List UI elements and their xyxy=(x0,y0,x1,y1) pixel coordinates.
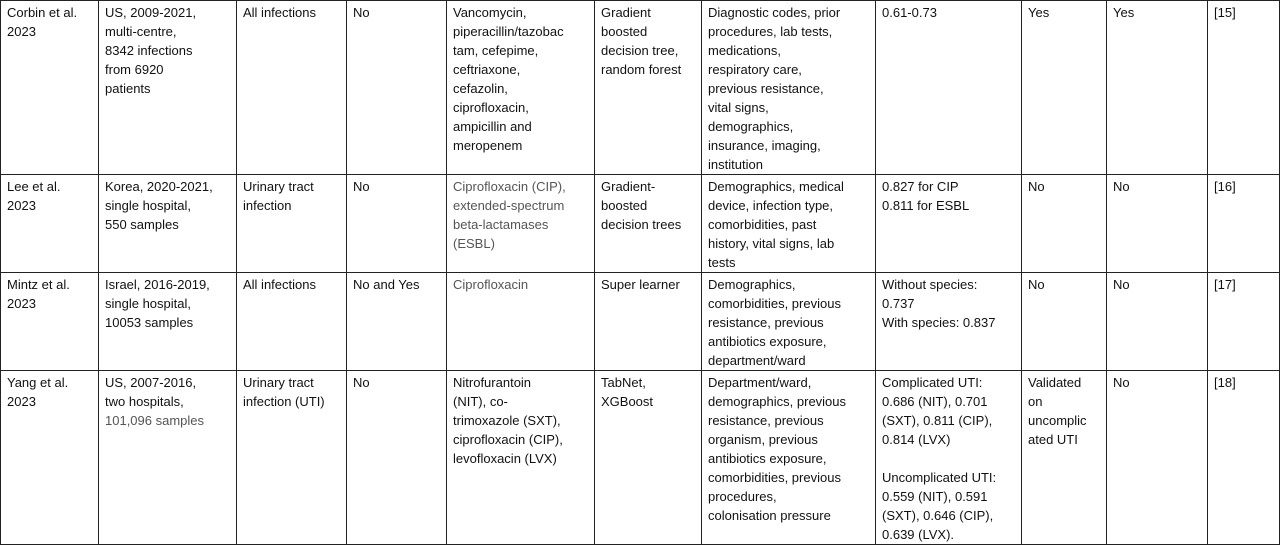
cell-col10 xyxy=(1107,273,1208,371)
cell-text-line: trimoxazole (SXT), xyxy=(453,413,561,428)
cell-text-line: Uncomplicated UTI: xyxy=(882,470,997,485)
cell-text-line: 0.559 (NIT), 0.591 xyxy=(882,489,988,504)
cell-text-line: 0.686 (NIT), 0.701 xyxy=(882,394,988,409)
cell-text-line: Yang et al. xyxy=(7,375,69,390)
cell-text-line: 0.814 (LVX) xyxy=(882,432,951,447)
cell-text-line: decision trees xyxy=(601,217,682,232)
cell-text-line: US, 2007-2016, xyxy=(105,375,197,390)
cell-text-line: vital signs, xyxy=(708,100,769,115)
cell-text-line: With species: 0.837 xyxy=(882,315,996,330)
cell-text-line: procedures, lab tests, xyxy=(708,24,833,39)
cell-text-line: medications, xyxy=(708,43,781,58)
cell-text-line: Demographics, xyxy=(708,277,796,292)
cell-text-line: procedures, xyxy=(708,489,777,504)
cell-infection xyxy=(237,273,347,371)
table-row xyxy=(1,1,1280,175)
table-row xyxy=(1,371,1280,545)
cell-col10 xyxy=(1107,1,1208,175)
cell-setting xyxy=(99,273,237,371)
cell-text-line: from 6920 xyxy=(105,62,164,77)
cell-text-line: beta-lactamases xyxy=(453,217,549,232)
cell-text-line: multi-centre, xyxy=(105,24,177,39)
cell-text-line: Korea, 2020-2021, xyxy=(105,179,213,194)
cell-auc xyxy=(876,1,1022,175)
cell-text-line: 0.827 for CIP xyxy=(882,179,959,194)
cell-text-line: two hospitals, xyxy=(105,394,184,409)
cell-setting xyxy=(99,1,237,175)
cell-text-line: [17] xyxy=(1214,277,1236,292)
cell-text-line: colonisation pressure xyxy=(708,508,831,523)
cell-text-line: No xyxy=(1113,179,1130,194)
cell-text-line: No and Yes xyxy=(353,277,420,292)
cell-text-line: Ciprofloxacin (CIP), xyxy=(453,179,566,194)
cell-text-line: Urinary tract xyxy=(243,179,314,194)
cell-text-line: cefazolin, xyxy=(453,81,508,96)
cell-text-line: department/ward xyxy=(708,353,806,368)
cell-text-line: insurance, imaging, xyxy=(708,138,821,153)
cell-text-line: antibiotics exposure, xyxy=(708,451,827,466)
cell-text-line: Israel, 2016-2019, xyxy=(105,277,210,292)
cell-setting xyxy=(99,175,237,273)
cell-text-line: 2023 xyxy=(7,24,36,39)
cell-col9 xyxy=(1022,371,1107,545)
cell-antibiotics xyxy=(447,371,595,545)
table-row xyxy=(1,273,1280,371)
cell-text-line: Diagnostic codes, prior xyxy=(708,5,841,20)
cell-col10 xyxy=(1107,371,1208,545)
cell-text-line: No xyxy=(1113,375,1130,390)
cell-col9 xyxy=(1022,175,1107,273)
cell-text-line: previous resistance, xyxy=(708,81,824,96)
cell-text-line: respiratory care, xyxy=(708,62,802,77)
cell-features xyxy=(702,175,876,273)
cell-text-line: ceftriaxone, xyxy=(453,62,521,77)
cell-text-line: 10053 samples xyxy=(105,315,194,330)
cell-text-line: Gradient xyxy=(601,5,651,20)
cell-infection xyxy=(237,175,347,273)
cell-species xyxy=(347,371,447,545)
cell-antibiotics xyxy=(447,1,595,175)
cell-model xyxy=(595,273,702,371)
cell-text-line: comorbidities, past xyxy=(708,217,817,232)
cell-text-line: Yes xyxy=(1113,5,1135,20)
cell-col9 xyxy=(1022,273,1107,371)
cell-text-line: ated UTI xyxy=(1028,432,1078,447)
cell-text-line: No xyxy=(353,179,370,194)
cell-text-line: history, vital signs, lab xyxy=(708,236,835,251)
cell-text-line: resistance, previous xyxy=(708,413,824,428)
cell-text-line: Corbin et al. xyxy=(7,5,78,20)
cell-text-line: 0.61-0.73 xyxy=(882,5,937,20)
cell-text-line: (NIT), co- xyxy=(453,394,508,409)
cell-text-line: uncomplic xyxy=(1028,413,1087,428)
cell-text-line: infection (UTI) xyxy=(243,394,325,409)
cell-text-line: institution xyxy=(708,157,763,172)
cell-text-line: No xyxy=(353,375,370,390)
cell-auc xyxy=(876,175,1022,273)
cell-model xyxy=(595,371,702,545)
cell-text-line: single hospital, xyxy=(105,198,191,213)
cell-text-line: random forest xyxy=(601,62,682,77)
cell-ref xyxy=(1208,175,1280,273)
cell-text-line: comorbidities, previous xyxy=(708,296,841,311)
cell-study xyxy=(1,1,99,175)
cell-text-line: 2023 xyxy=(7,198,36,213)
cell-text-line: Super learner xyxy=(601,277,680,292)
cell-ref xyxy=(1208,1,1280,175)
cell-text-line: (ESBL) xyxy=(453,236,495,251)
cell-text-line: ciprofloxacin (CIP), xyxy=(453,432,563,447)
cell-auc xyxy=(876,371,1022,545)
cell-text-line: (SXT), 0.811 (CIP), xyxy=(882,413,993,428)
cell-features xyxy=(702,371,876,545)
cell-text-line: single hospital, xyxy=(105,296,191,311)
cell-text-line: demographics, xyxy=(708,119,794,134)
cell-text-line: patients xyxy=(105,81,151,96)
cell-col10 xyxy=(1107,175,1208,273)
cell-text-line: No xyxy=(353,5,370,20)
cell-text-line: resistance, previous xyxy=(708,315,824,330)
cell-text-line: Validated xyxy=(1028,375,1082,390)
cell-text-line: device, infection type, xyxy=(708,198,834,213)
cell-text-line: Without species: xyxy=(882,277,978,292)
cell-text-line: 0.737 xyxy=(882,296,915,311)
cell-auc xyxy=(876,273,1022,371)
cell-text-line: 0.639 (LVX). xyxy=(882,527,955,542)
cell-text-line: TabNet, xyxy=(601,375,646,390)
cell-text-line: decision tree, xyxy=(601,43,679,58)
cell-setting xyxy=(99,371,237,545)
cell-text-line: All infections xyxy=(243,5,316,20)
cell-antibiotics xyxy=(447,273,595,371)
cell-text-line: No xyxy=(1028,277,1045,292)
cell-infection xyxy=(237,371,347,545)
cell-col9 xyxy=(1022,1,1107,175)
cell-text-line: [16] xyxy=(1214,179,1236,194)
cell-text-line: ampicillin and xyxy=(453,119,532,134)
cell-text-line: Nitrofurantoin xyxy=(453,375,532,390)
table-row xyxy=(1,175,1280,273)
cell-text-line: Lee et al. xyxy=(7,179,61,194)
cell-species xyxy=(347,1,447,175)
cell-ref xyxy=(1208,273,1280,371)
cell-species xyxy=(347,273,447,371)
cell-text-line: US, 2009-2021, xyxy=(105,5,197,20)
cell-ref xyxy=(1208,371,1280,545)
cell-features xyxy=(702,1,876,175)
cell-model xyxy=(595,1,702,175)
cell-text-line: boosted xyxy=(601,24,648,39)
cell-text-line: 2023 xyxy=(7,296,36,311)
cell-text-line: Complicated UTI: xyxy=(882,375,983,390)
cell-text-line: tam, cefepime, xyxy=(453,43,539,58)
cell-text-line: XGBoost xyxy=(601,394,654,409)
cell-antibiotics xyxy=(447,175,595,273)
cell-text-line: levofloxacin (LVX) xyxy=(453,451,557,466)
cell-text-line: comorbidities, previous xyxy=(708,470,841,485)
cell-text-line: extended-spectrum xyxy=(453,198,565,213)
cell-text-line: infection xyxy=(243,198,292,213)
cell-text-line: 101,096 samples xyxy=(105,413,205,428)
cell-text-line: on xyxy=(1028,394,1043,409)
cell-text-line: No xyxy=(1113,277,1130,292)
cell-text-line: Department/ward, xyxy=(708,375,812,390)
cell-text-line: Yes xyxy=(1028,5,1050,20)
cell-text-line: 8342 infections xyxy=(105,43,193,58)
cell-text-line: piperacillin/tazobac xyxy=(453,24,564,39)
cell-text-line: Demographics, medical xyxy=(708,179,844,194)
cell-text-line: Vancomycin, xyxy=(453,5,527,20)
cell-text-line: 550 samples xyxy=(105,217,179,232)
cell-text-line: Gradient- xyxy=(601,179,656,194)
cell-text-line: All infections xyxy=(243,277,316,292)
cell-text-line: 2023 xyxy=(7,394,36,409)
cell-text-line: tests xyxy=(708,255,736,270)
cell-model xyxy=(595,175,702,273)
cell-study xyxy=(1,175,99,273)
blank-line xyxy=(882,449,1015,468)
cell-text-line: No xyxy=(1028,179,1045,194)
cell-text-line: organism, previous xyxy=(708,432,818,447)
cell-text-line: demographics, previous xyxy=(708,394,847,409)
cell-text-line: meropenem xyxy=(453,138,523,153)
cell-text-line: Urinary tract xyxy=(243,375,314,390)
cell-text-line: antibiotics exposure, xyxy=(708,334,827,349)
cell-text-line: Ciprofloxacin xyxy=(453,277,529,292)
cell-species xyxy=(347,175,447,273)
cell-study xyxy=(1,371,99,545)
cell-text-line: Mintz et al. xyxy=(7,277,70,292)
cell-study xyxy=(1,273,99,371)
cell-text-line: ciprofloxacin, xyxy=(453,100,529,115)
cell-text-line: boosted xyxy=(601,198,648,213)
cell-text-line: 0.811 for ESBL xyxy=(882,198,970,213)
cell-text-line: (SXT), 0.646 (CIP), xyxy=(882,508,994,523)
cell-infection xyxy=(237,1,347,175)
cell-features xyxy=(702,273,876,371)
cell-text-line: [18] xyxy=(1214,375,1236,390)
cell-text-line: [15] xyxy=(1214,5,1236,20)
